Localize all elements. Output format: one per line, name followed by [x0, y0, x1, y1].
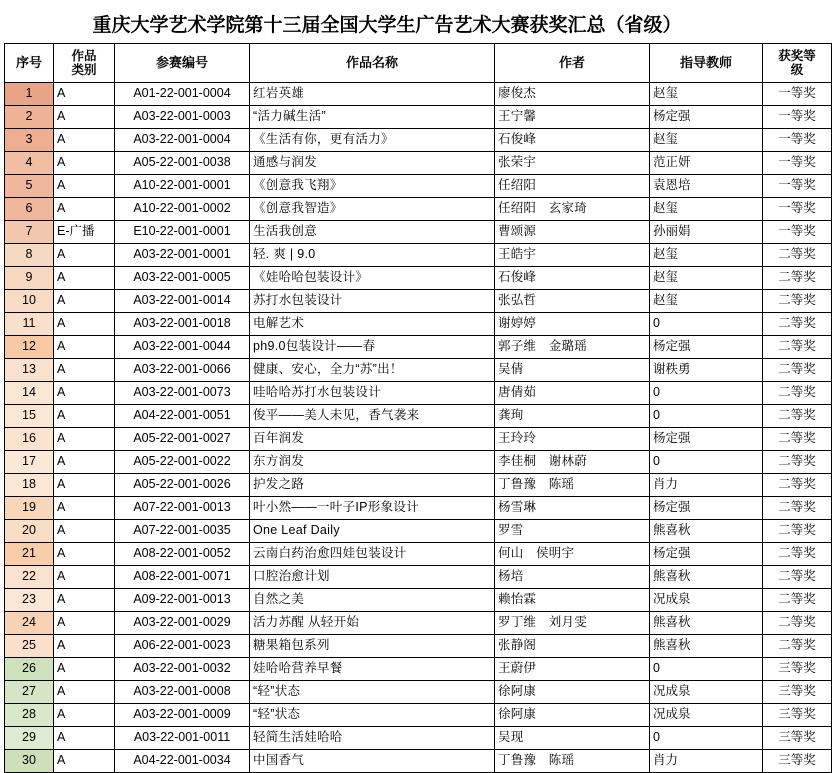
cell-teacher: 赵玺: [650, 267, 763, 290]
cell-work-name: 《创意我飞翔》: [250, 175, 495, 198]
cell-award-level: 一等奖: [763, 129, 832, 152]
cell-author: 石俊峰: [495, 129, 650, 152]
cell-number: A01-22-001-0004: [115, 83, 250, 106]
cell-teacher: 杨定强: [650, 543, 763, 566]
table-row: [5, 704, 832, 727]
cell-category: A: [54, 359, 115, 382]
cell-number: A03-22-001-0014: [115, 290, 250, 313]
cell-number: A05-22-001-0022: [115, 451, 250, 474]
cell-seq: 9: [5, 267, 54, 290]
cell-category: A: [54, 267, 115, 290]
cell-work-name: 《娃哈哈包装设计》: [250, 267, 495, 290]
cell-seq: 18: [5, 474, 54, 497]
table-row: [5, 106, 832, 129]
table-row: [5, 612, 832, 635]
column-header-category: [54, 44, 115, 83]
cell-category: A: [54, 474, 115, 497]
cell-author: 王皓宇: [495, 244, 650, 267]
cell-seq: 25: [5, 635, 54, 658]
cell-author: 任绍阳: [495, 175, 650, 198]
cell-work-name: One Leaf Daily: [250, 520, 495, 543]
cell-teacher: 孙丽娟: [650, 221, 763, 244]
cell-award-level: 二等奖: [763, 497, 832, 520]
table-row: [5, 267, 832, 290]
cell-category: A: [54, 428, 115, 451]
cell-teacher: 肖力: [650, 750, 763, 773]
cell-teacher: 赵玺: [650, 290, 763, 313]
cell-work-name: 叶小然——一叶子IP形象设计: [250, 497, 495, 520]
cell-award-level: 一等奖: [763, 152, 832, 175]
cell-seq: 1: [5, 83, 54, 106]
cell-category: A: [54, 612, 115, 635]
cell-award-level: 二等奖: [763, 589, 832, 612]
cell-number: A03-22-001-0073: [115, 382, 250, 405]
awards-table: [4, 43, 832, 773]
cell-teacher: 袁恩培: [650, 175, 763, 198]
cell-seq: 13: [5, 359, 54, 382]
cell-award-level: 三等奖: [763, 681, 832, 704]
cell-work-name: 苏打水包装设计: [250, 290, 495, 313]
table-row: [5, 175, 832, 198]
cell-number: A03-22-001-0003: [115, 106, 250, 129]
cell-number: A03-22-001-0044: [115, 336, 250, 359]
cell-number: A03-22-001-0005: [115, 267, 250, 290]
cell-teacher: 0: [650, 382, 763, 405]
cell-category: A: [54, 290, 115, 313]
column-header-seq: 序号: [5, 44, 54, 83]
cell-author: 丁鲁豫 陈瑶: [495, 474, 650, 497]
cell-author: 何山 侯明宇: [495, 543, 650, 566]
cell-teacher: 肖力: [650, 474, 763, 497]
cell-number: A03-22-001-0066: [115, 359, 250, 382]
table-row: [5, 635, 832, 658]
cell-category: A: [54, 152, 115, 175]
cell-number: A03-22-001-0009: [115, 704, 250, 727]
cell-number: A05-22-001-0038: [115, 152, 250, 175]
cell-seq: 16: [5, 428, 54, 451]
cell-teacher: 0: [650, 658, 763, 681]
cell-author: 王蔚伊: [495, 658, 650, 681]
cell-seq: 3: [5, 129, 54, 152]
cell-award-level: 二等奖: [763, 612, 832, 635]
cell-author: 廖俊杰: [495, 83, 650, 106]
table-row: [5, 83, 832, 106]
cell-author: 郭子维 金璐瑶: [495, 336, 650, 359]
cell-work-name: 中国香气: [250, 750, 495, 773]
cell-author: 王宁馨: [495, 106, 650, 129]
cell-work-name: 俊平——美人未见，香气袭来: [250, 405, 495, 428]
cell-number: A08-22-001-0052: [115, 543, 250, 566]
cell-author: 吴倩: [495, 359, 650, 382]
cell-teacher: 熊喜秋: [650, 520, 763, 543]
cell-category: A: [54, 727, 115, 750]
cell-seq: 30: [5, 750, 54, 773]
cell-award-level: 二等奖: [763, 336, 832, 359]
cell-category: A: [54, 658, 115, 681]
cell-author: 谢婷婷: [495, 313, 650, 336]
cell-category: A: [54, 451, 115, 474]
table-row: [5, 589, 832, 612]
cell-award-level: 二等奖: [763, 313, 832, 336]
cell-work-name: 通感与润发: [250, 152, 495, 175]
cell-work-name: 自然之美: [250, 589, 495, 612]
cell-award-level: 一等奖: [763, 175, 832, 198]
table-row: [5, 520, 832, 543]
cell-seq: 26: [5, 658, 54, 681]
cell-author: 李佳桐 谢林蔚: [495, 451, 650, 474]
cell-seq: 2: [5, 106, 54, 129]
cell-category: A: [54, 635, 115, 658]
cell-number: A06-22-001-0023: [115, 635, 250, 658]
cell-work-name: 云南白药治愈四娃包装设计: [250, 543, 495, 566]
cell-author: 徐阿康: [495, 681, 650, 704]
cell-category: A: [54, 520, 115, 543]
cell-category: A: [54, 681, 115, 704]
table-row: [5, 497, 832, 520]
table-row: [5, 313, 832, 336]
cell-number: A03-22-001-0001: [115, 244, 250, 267]
cell-seq: 11: [5, 313, 54, 336]
cell-teacher: 杨定强: [650, 336, 763, 359]
table-header: [5, 44, 832, 83]
cell-author: 曹颂源: [495, 221, 650, 244]
cell-number: A05-22-001-0027: [115, 428, 250, 451]
cell-seq: 23: [5, 589, 54, 612]
cell-award-level: 二等奖: [763, 290, 832, 313]
cell-award-level: 二等奖: [763, 451, 832, 474]
cell-seq: 24: [5, 612, 54, 635]
cell-work-name: 哇哈哈苏打水包装设计: [250, 382, 495, 405]
table-header-row: [5, 44, 832, 83]
cell-number: A10-22-001-0002: [115, 198, 250, 221]
table-row: [5, 727, 832, 750]
cell-work-name: 《创意我智造》: [250, 198, 495, 221]
cell-teacher: 杨定强: [650, 428, 763, 451]
cell-work-name: 生活我创意: [250, 221, 495, 244]
cell-seq: 17: [5, 451, 54, 474]
cell-award-level: 一等奖: [763, 106, 832, 129]
cell-author: 丁鲁豫 陈瑶: [495, 750, 650, 773]
cell-award-level: 一等奖: [763, 198, 832, 221]
cell-work-name: 健康、安心，全力“苏”出！: [250, 359, 495, 382]
cell-work-name: 活力苏醒 从轻开始: [250, 612, 495, 635]
cell-number: A03-22-001-0032: [115, 658, 250, 681]
cell-teacher: 赵玺: [650, 83, 763, 106]
cell-category: A: [54, 405, 115, 428]
cell-seq: 19: [5, 497, 54, 520]
cell-number: A05-22-001-0026: [115, 474, 250, 497]
cell-author: 吴现: [495, 727, 650, 750]
cell-author: 赖怡霖: [495, 589, 650, 612]
cell-award-level: 二等奖: [763, 359, 832, 382]
cell-teacher: 熊喜秋: [650, 566, 763, 589]
column-header-award-level-line2: 级: [790, 63, 804, 77]
cell-teacher: 杨定强: [650, 497, 763, 520]
cell-category: A: [54, 704, 115, 727]
cell-seq: 21: [5, 543, 54, 566]
cell-number: A03-22-001-0029: [115, 612, 250, 635]
table-row: [5, 750, 832, 773]
column-header-number: 参赛编号: [115, 44, 250, 83]
table-row: [5, 382, 832, 405]
cell-author: 张弘哲: [495, 290, 650, 313]
cell-work-name: 娃哈哈营养早餐: [250, 658, 495, 681]
cell-teacher: 0: [650, 451, 763, 474]
cell-category: A: [54, 83, 115, 106]
cell-seq: 15: [5, 405, 54, 428]
cell-category: A: [54, 175, 115, 198]
cell-seq: 5: [5, 175, 54, 198]
cell-number: A08-22-001-0071: [115, 566, 250, 589]
cell-author: 张静阁: [495, 635, 650, 658]
table-row: [5, 543, 832, 566]
cell-seq: 27: [5, 681, 54, 704]
table-body: [5, 83, 832, 773]
cell-number: A10-22-001-0001: [115, 175, 250, 198]
cell-award-level: 三等奖: [763, 658, 832, 681]
table-row: [5, 428, 832, 451]
column-header-award-level: [763, 44, 832, 83]
cell-teacher: 赵玺: [650, 198, 763, 221]
cell-category: A: [54, 336, 115, 359]
cell-author: 张荣宇: [495, 152, 650, 175]
cell-award-level: 三等奖: [763, 704, 832, 727]
cell-work-name: 《生活有你，更有活力》: [250, 129, 495, 152]
cell-award-level: 一等奖: [763, 83, 832, 106]
cell-seq: 20: [5, 520, 54, 543]
cell-teacher: 熊喜秋: [650, 612, 763, 635]
table-row: [5, 129, 832, 152]
cell-seq: 6: [5, 198, 54, 221]
cell-teacher: 0: [650, 727, 763, 750]
cell-category: A: [54, 589, 115, 612]
cell-author: 罗丁维 刘月雯: [495, 612, 650, 635]
cell-category: A: [54, 750, 115, 773]
cell-work-name: 东方润发: [250, 451, 495, 474]
cell-teacher: 况成泉: [650, 704, 763, 727]
cell-number: A04-22-001-0034: [115, 750, 250, 773]
cell-award-level: 一等奖: [763, 221, 832, 244]
cell-award-level: 二等奖: [763, 520, 832, 543]
table-row: [5, 221, 832, 244]
cell-seq: 29: [5, 727, 54, 750]
cell-category: A: [54, 382, 115, 405]
cell-author: 杨培: [495, 566, 650, 589]
cell-award-level: 二等奖: [763, 566, 832, 589]
table-row: [5, 359, 832, 382]
cell-work-name: 百年润发: [250, 428, 495, 451]
cell-award-level: 二等奖: [763, 474, 832, 497]
cell-category: A: [54, 129, 115, 152]
cell-work-name: 护发之路: [250, 474, 495, 497]
page-title: 重庆大学艺术学院第十三届全国大学生广告艺术大赛获奖汇总（省级）: [92, 15, 682, 36]
cell-teacher: 0: [650, 313, 763, 336]
cell-teacher: 赵玺: [650, 129, 763, 152]
cell-number: A07-22-001-0013: [115, 497, 250, 520]
cell-category: A: [54, 497, 115, 520]
cell-number: A03-22-001-0018: [115, 313, 250, 336]
cell-author: 石俊峰: [495, 267, 650, 290]
cell-number: A07-22-001-0035: [115, 520, 250, 543]
table-row: [5, 681, 832, 704]
cell-number: A04-22-001-0051: [115, 405, 250, 428]
cell-work-name: 轻. 爽 | 9.0: [250, 244, 495, 267]
cell-teacher: 况成泉: [650, 681, 763, 704]
cell-award-level: 二等奖: [763, 635, 832, 658]
cell-award-level: 二等奖: [763, 382, 832, 405]
cell-author: 徐阿康: [495, 704, 650, 727]
cell-author: 唐倩茹: [495, 382, 650, 405]
cell-teacher: 熊喜秋: [650, 635, 763, 658]
table-row: [5, 198, 832, 221]
cell-award-level: 二等奖: [763, 405, 832, 428]
table-row: [5, 658, 832, 681]
cell-seq: 14: [5, 382, 54, 405]
cell-teacher: 谢秩勇: [650, 359, 763, 382]
cell-teacher: 况成泉: [650, 589, 763, 612]
table-row: [5, 566, 832, 589]
column-header-award-level-line1: 获奖等: [778, 48, 816, 63]
cell-work-name: ph9.0包装设计——春: [250, 336, 495, 359]
cell-seq: 28: [5, 704, 54, 727]
cell-number: A03-22-001-0011: [115, 727, 250, 750]
cell-author: 龚珣: [495, 405, 650, 428]
cell-teacher: 赵玺: [650, 244, 763, 267]
cell-teacher: 0: [650, 405, 763, 428]
table-row: [5, 405, 832, 428]
table-row: [5, 336, 832, 359]
cell-award-level: 三等奖: [763, 727, 832, 750]
column-header-work-name: 作品名称: [250, 44, 495, 83]
cell-category: A: [54, 198, 115, 221]
cell-author: 任绍阳 玄家琦: [495, 198, 650, 221]
cell-category: A: [54, 543, 115, 566]
cell-award-level: 二等奖: [763, 267, 832, 290]
cell-number: E10-22-001-0001: [115, 221, 250, 244]
table-row: [5, 290, 832, 313]
cell-author: 罗雪: [495, 520, 650, 543]
cell-category: E-广播: [54, 221, 115, 244]
cell-category: A: [54, 313, 115, 336]
cell-award-level: 三等奖: [763, 750, 832, 773]
cell-seq: 10: [5, 290, 54, 313]
cell-award-level: 二等奖: [763, 244, 832, 267]
cell-work-name: 电解艺术: [250, 313, 495, 336]
cell-work-name: 红岩英雄: [250, 83, 495, 106]
cell-work-name: 轻简生活娃哈哈: [250, 727, 495, 750]
cell-seq: 8: [5, 244, 54, 267]
cell-seq: 7: [5, 221, 54, 244]
cell-number: A09-22-001-0013: [115, 589, 250, 612]
cell-category: A: [54, 106, 115, 129]
cell-work-name: “轻”状态: [250, 681, 495, 704]
cell-author: 王玲玲: [495, 428, 650, 451]
cell-work-name: 口腔治愈计划: [250, 566, 495, 589]
cell-number: A03-22-001-0004: [115, 129, 250, 152]
cell-teacher: 范正妍: [650, 152, 763, 175]
cell-work-name: “活力碱生活”: [250, 106, 495, 129]
cell-award-level: 二等奖: [763, 428, 832, 451]
column-header-teacher: 指导教师: [650, 44, 763, 83]
table-row: [5, 474, 832, 497]
table-row: [5, 244, 832, 267]
cell-number: A03-22-001-0008: [115, 681, 250, 704]
cell-seq: 4: [5, 152, 54, 175]
column-header-category-line1: 作品: [71, 48, 97, 63]
cell-award-level: 二等奖: [763, 543, 832, 566]
table-row: [5, 152, 832, 175]
cell-author: 杨雪琳: [495, 497, 650, 520]
cell-work-name: 糖果箱包系列: [250, 635, 495, 658]
table-row: [5, 451, 832, 474]
cell-work-name: “轻”状态: [250, 704, 495, 727]
cell-category: A: [54, 244, 115, 267]
cell-teacher: 杨定强: [650, 106, 763, 129]
cell-category: A: [54, 566, 115, 589]
cell-seq: 12: [5, 336, 54, 359]
column-header-category-line2: 类别: [71, 63, 97, 77]
column-header-author: 作者: [495, 44, 650, 83]
cell-seq: 22: [5, 566, 54, 589]
